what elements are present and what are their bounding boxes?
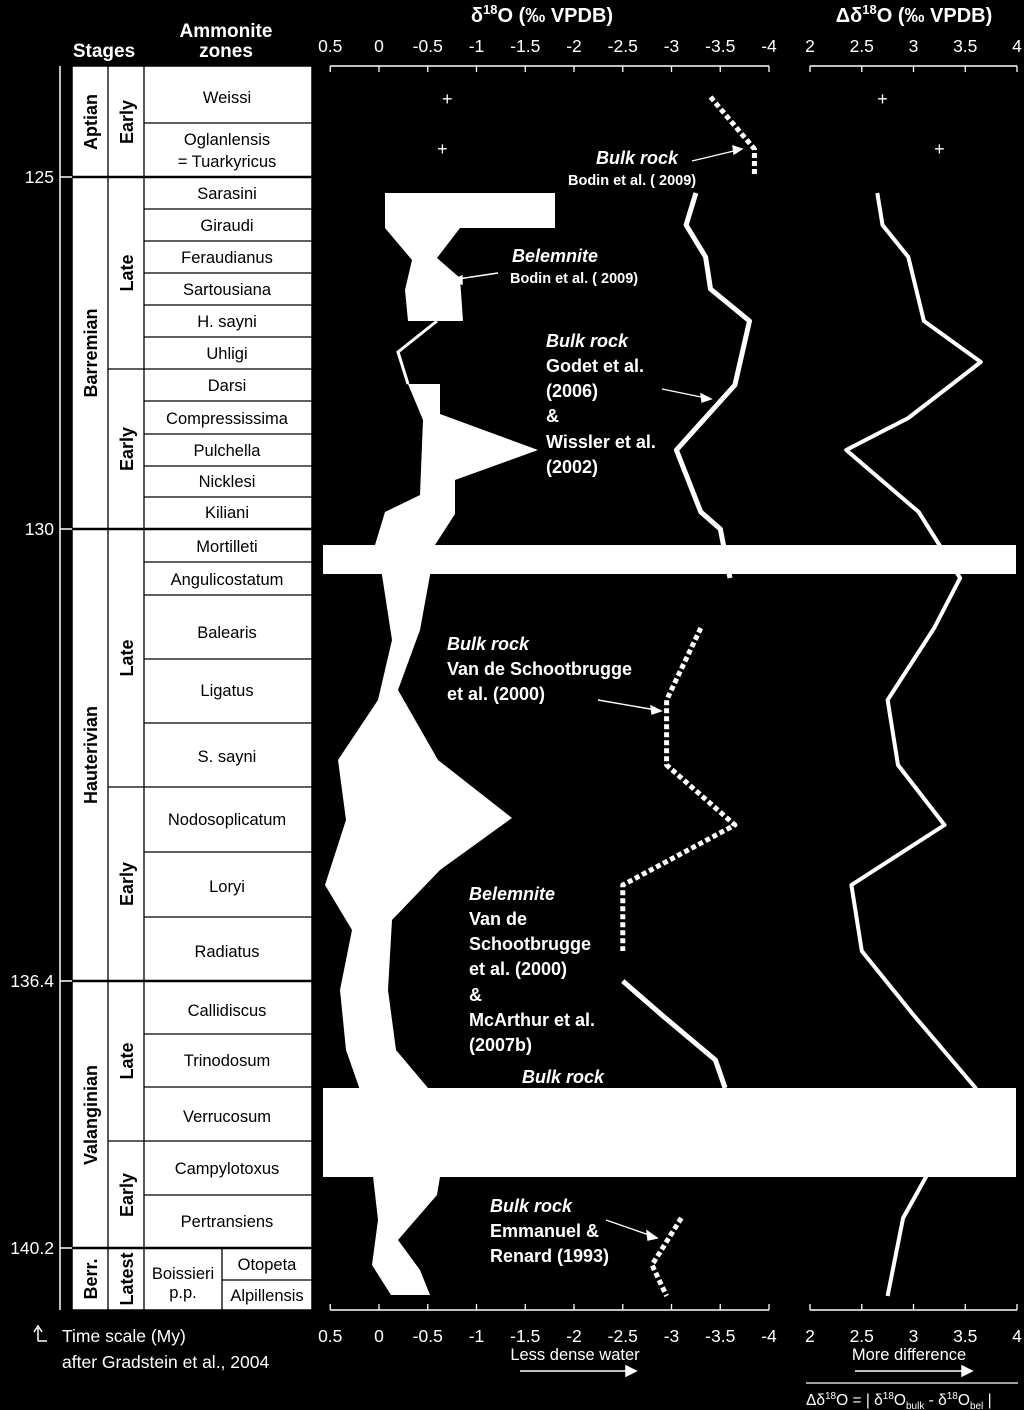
- d18o-tick-label: 0.5: [318, 36, 343, 56]
- substage-berriasian-latest: Latest: [117, 1252, 137, 1306]
- stage-aptian: Aptian: [81, 94, 101, 150]
- annotation-godet-line1: Godet et al.: [546, 356, 645, 376]
- d18o-tick-label: -3.5: [705, 36, 736, 56]
- d18o-tick-label: -3: [663, 36, 680, 56]
- annotation-vds-line2: et al. (2000): [447, 684, 546, 704]
- time-scale-note-line2: after Gradstein et al., 2004: [62, 1352, 270, 1372]
- d18o-tick-label: -1: [468, 1326, 485, 1346]
- d18o-tick-label: -0.5: [412, 1326, 443, 1346]
- stage-hauterivian: Hauterivian: [81, 705, 101, 805]
- zone-feraudianus: Feraudianus: [181, 249, 273, 267]
- d18o-tick-label: -2: [566, 36, 582, 56]
- annotation-belemnite-vds: Belemnite: [469, 884, 556, 904]
- d18o-tick-label: 0.5: [318, 1326, 343, 1346]
- zone-pulchella: Pulchella: [193, 442, 261, 460]
- cross-marker: +: [441, 89, 453, 109]
- annotation-bel-vds-line2: Schootbrugge: [469, 934, 591, 954]
- zone-ligatus: Ligatus: [200, 682, 254, 700]
- zone-angulicostatum: Angulicostatum: [170, 571, 284, 589]
- d18o-tick-label: -3: [663, 1326, 680, 1346]
- zone-compressissima: Compressissima: [166, 410, 288, 428]
- substage-barremian-late: Late: [117, 254, 137, 292]
- annotation-bulk-rock-emmanuel: Bulk rock: [490, 1196, 573, 1216]
- d18o-tick-label: -4: [761, 1326, 777, 1346]
- more-difference-label: More difference: [851, 1346, 967, 1364]
- annotation-bel-vds-line3: et al. (2000): [469, 959, 568, 979]
- zone-weissi: Weissi: [202, 89, 252, 107]
- substage-aptian-early: Early: [117, 99, 137, 145]
- cross-marker: +: [877, 89, 888, 109]
- delta-d18o-tick-label: 4: [1012, 1326, 1022, 1346]
- zone-s-sayni: S. sayni: [197, 748, 257, 766]
- annotation-bel-amp: &: [469, 985, 482, 1005]
- delta-d18o-title: $\Delta\delta^{18}O$ (‰ VPDB): [835, 2, 993, 27]
- zone-mortilleti: Mortilleti: [196, 538, 258, 556]
- d18o-tick-label: -1: [468, 36, 485, 56]
- zone-boissieri-line1: Boissieri: [151, 1265, 215, 1283]
- annotation-wissler-line1: Wissler et al.: [546, 432, 656, 452]
- annotation-emmanuel-line2: Renard (1993): [490, 1246, 610, 1266]
- delta-d18o-tick-label: 2.5: [849, 36, 874, 56]
- substage-barremian-early: Early: [117, 426, 137, 472]
- zone-pertransiens: Pertransiens: [180, 1213, 274, 1231]
- age-label-136-4: 136.4: [10, 971, 54, 991]
- age-label-140-2: 140.2: [10, 1238, 54, 1258]
- zone-kiliani: Kiliani: [204, 504, 250, 522]
- d18o-tick-label: -2.5: [607, 36, 638, 56]
- cross-marker: +: [437, 139, 448, 159]
- delta-d18o-tick-label: 2: [805, 36, 815, 56]
- zone-oglanlensis-line1: Oglanlensis: [183, 131, 271, 149]
- d18o-tick-label: -2.5: [607, 1326, 638, 1346]
- substage-hauterivian-late: Late: [117, 639, 137, 677]
- d18o-tick-label: -1.5: [510, 1326, 541, 1346]
- cross-marker: +: [934, 139, 945, 159]
- substage-hauterivian-early: Early: [117, 861, 137, 907]
- zone-boissieri-line2: p.p.: [169, 1284, 197, 1302]
- zone-darsi: Darsi: [207, 377, 247, 395]
- zone-h-sayni: H. sayni: [197, 313, 257, 331]
- stage-barremian: Barremian: [81, 308, 101, 398]
- annotation-belemnite-bodin: Belemnite: [512, 246, 599, 266]
- zone-campylotoxus: Campylotoxus: [174, 1160, 280, 1178]
- d18o-tick-label: -4: [761, 36, 777, 56]
- annotation-vds-line1: Van de Schootbrugge: [447, 659, 633, 679]
- zone-alpillensis: Alpillensis: [230, 1287, 304, 1305]
- annotation-godet-amp: &: [546, 406, 559, 426]
- stage-valanginian: Valanginian: [81, 1064, 101, 1166]
- delta-d18o-tick-label: 2: [805, 1326, 815, 1346]
- d18o-tick-label: -3.5: [705, 1326, 736, 1346]
- zone-giraudi: Giraudi: [200, 217, 254, 235]
- stages-header: Stages: [72, 41, 136, 62]
- delta-d18o-tick-label: 4: [1012, 36, 1022, 56]
- age-label-130: 130: [24, 519, 54, 539]
- delta-d18o-tick-label: 3.5: [953, 36, 978, 56]
- hiatus-bar-verrucosum-campylotoxus: [323, 1088, 1016, 1177]
- annotation-bodin-2009-bulk: Bodin et al. ( 2009): [568, 173, 697, 189]
- time-scale-note-line1: Time scale (My): [62, 1326, 186, 1346]
- zone-sarasini: Sarasini: [197, 185, 257, 203]
- annotation-godet-line2: (2006): [546, 381, 599, 401]
- zone-radiatus: Radiatus: [194, 943, 260, 961]
- annotation-bulk-rock-vds: Bulk rock: [447, 634, 530, 654]
- substage-valanginian-early: Early: [117, 1172, 137, 1218]
- less-dense-water-label: Less dense water: [510, 1346, 640, 1364]
- zone-oglanlensis-line2: = Tuarkyricus: [177, 153, 277, 171]
- d18o-title: $\delta^{18}O$ (‰ VPDB): [470, 2, 614, 27]
- d18o-tick-label: 0: [374, 1326, 384, 1346]
- zone-callidiscus: Callidiscus: [187, 1002, 267, 1020]
- ammonite-zones-header-line1: Ammonite: [179, 21, 273, 42]
- d18o-tick-label: -0.5: [412, 36, 443, 56]
- annotation-bulk-rock-bodin: Bulk rock: [596, 148, 679, 168]
- ammonite-zones-header-line2: zones: [199, 41, 253, 62]
- annotation-mcarthur-line1: McArthur et al.: [469, 1010, 596, 1030]
- annotation-bulk-rock-godet: Bulk rock: [546, 331, 629, 351]
- delta-d18o-tick-label: 2.5: [849, 1326, 874, 1346]
- zone-verrucosum: Verrucosum: [182, 1108, 272, 1126]
- zone-otopeta: Otopeta: [237, 1256, 297, 1274]
- annotation-wissler-line2: (2002): [546, 457, 599, 477]
- substage-valanginian-late: Late: [117, 1042, 137, 1080]
- delta-d18o-tick-label: 3: [908, 1326, 919, 1346]
- delta-d18o-footnote: $\Delta\delta^{18}O$ = | $\delta^{18}O_{bulk} - \delta^{18}O_{bel}$ |: [806, 1391, 992, 1410]
- stage-berriasian: Berr.: [81, 1258, 101, 1300]
- annotation-bel-vds-line1: Van de: [469, 909, 528, 929]
- zone-loryi: Loryi: [209, 878, 245, 896]
- annotation-bodin-2009-bel: Bodin et al. ( 2009): [510, 271, 639, 287]
- d18o-tick-label: -1.5: [510, 36, 541, 56]
- zone-balearis: Balearis: [197, 624, 257, 642]
- zone-sartousiana: Sartousiana: [182, 281, 272, 299]
- zone-nodosoplicatum: Nodosoplicatum: [167, 811, 287, 829]
- zone-uhligi: Uhligi: [206, 345, 248, 363]
- zone-nicklesi: Nicklesi: [198, 473, 256, 491]
- age-label-125: 125: [24, 167, 54, 187]
- d18o-tick-label: -2: [566, 1326, 582, 1346]
- delta-d18o-tick-label: 3: [908, 36, 919, 56]
- delta-d18o-tick-label: 3.5: [953, 1326, 978, 1346]
- annotation-mcarthur-line2: (2007b): [469, 1035, 533, 1055]
- d18o-tick-label: 0: [374, 36, 384, 56]
- annotation-emmanuel-line1: Emmanuel &: [490, 1221, 600, 1241]
- zone-trinodosum: Trinodosum: [183, 1052, 271, 1070]
- hiatus-bar-mortilleti: [323, 545, 1016, 574]
- annotation-bulk-rock-valanginian: Bulk rock: [522, 1067, 605, 1087]
